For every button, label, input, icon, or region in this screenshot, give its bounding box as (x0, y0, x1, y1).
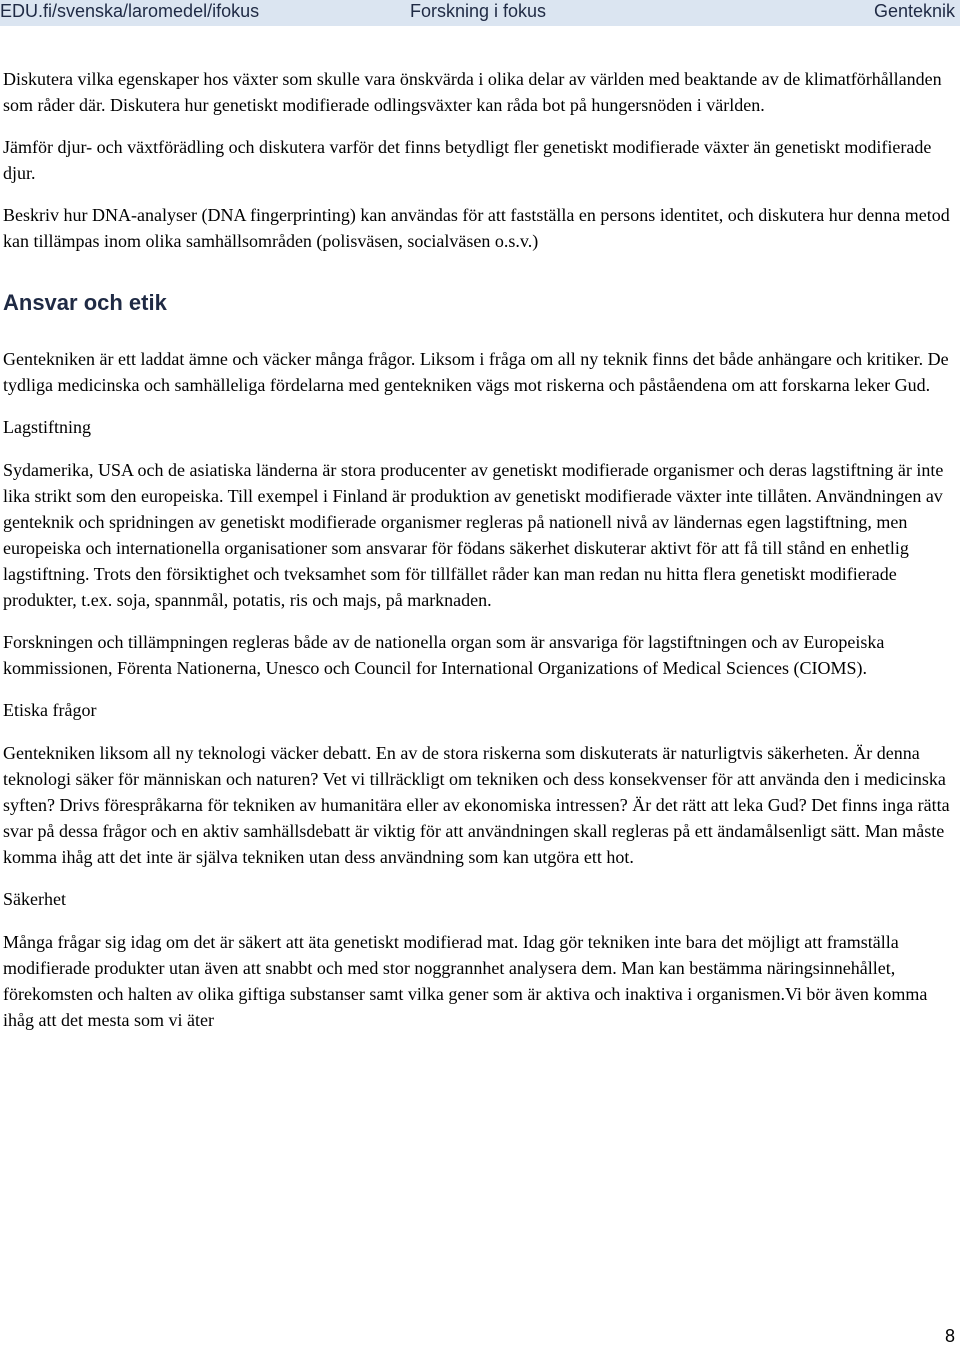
paragraph-sakerhet: Många frågar sig idag om det är säkert att äta genetiskt modifierad mat. Idag gör tekniken inte bara det möjligt att framställa modifierade produkter utan även att snabbt och med stor noggrannhet analysera dem. Man kan bestämma näringsinnehållet, förekomsten och halten av olika giftiga substanser samt vilka gener som är aktiva och inaktiva i organismen.Vi bör även komma ihåg att det mesta som vi äter (3, 932, 928, 1030)
paragraph-compare-breeding: Jämför djur- och växtförädling och diskutera varför det finns betydligt fler genetiskt modifierade växter än genetiskt modifierade djur. (3, 137, 932, 183)
subheading-lagstiftning: Lagstiftning (3, 417, 91, 437)
paragraph-etiska: Gentekniken liksom all ny teknologi väcker debatt. En av de stora riskerna som diskuterats är naturligtvis säkerheten. Är denna teknologi säker för människan och naturen? Vet vi tillräckligt om tekniken och dess konsekvenser för att använda den i medicinska syften? Drivs förespråkarna för tekniken av humanitära eller av ekonomiska intressen? Är det rätt att leka Gud? Det finns inga rätta svar på dessa frågor och en aktiv samhällsdebatt är viktig för att användningen skall regleras på ett ändamålsenligt sätt. Man måste komma ihåg att det inte är själva tekniken utan dess användning som kan utgöra ett hot. (3, 743, 950, 867)
page-content (3, 66, 953, 1049)
paragraph-discussion-plants: Diskutera vilka egenskaper hos växter som skulle vara önskvärda i olika delar av världen med beaktande av de klimatförhållanden som råder där. Diskutera hur genetiskt modifierade odlingsväxter kan råda bot på hungersnöden i världen. (3, 69, 942, 115)
paragraph-lagstiftning-1: Sydamerika, USA och de asiatiska länderna är stora producenter av genetiskt modifierade organismer och deras lagstiftning är inte lika strikt som den europeiska. Till exempel i Finland är produktion av genetiskt modifierade växter inte tillåten. Användningen av genteknik och spridningen av genetiskt modifierade organismer regleras på nationell nivå av ländernas egen lagstiftning, men europeiska och internationella organisationer som ansvarar för födans säkerhet diskuterar aktivt för att få till stånd en enhetlig lagstiftning. Trots den försiktighet och tveksamhet som för tillfället råder kan man redan nu hitta flera genetiskt modifierade produkter, t.ex. soja, spannmål, potatis, ris och majs, på marknaden. (3, 460, 944, 610)
paragraph-dna-analysis: Beskriv hur DNA-analyser (DNA fingerprinting) kan användas för att fastställa en persons identitet, och diskutera hur denna metod kan tillämpas inom olika samhällsområden (polisväsen, socialväsen o.s.v.) (3, 205, 950, 251)
header-topic: Genteknik (873, 1, 955, 21)
subheading-sakerhet: Säkerhet (3, 889, 66, 909)
header-site-path: EDU.fi/svenska/laromedel/ifokus (0, 1, 260, 21)
subheading-etiska: Etiska frågor (3, 700, 97, 720)
section-heading-ethics: Ansvar och etik (3, 290, 167, 315)
paragraph-intro: Gentekniken är ett laddat ämne och väcker många frågor. Liksom i fråga om all ny teknik finns det både anhängare och kritiker. De tydliga medicinska och samhälleliga fördelarna med gentekniken vägs mot riskerna och påståendena om att forskarna leker Gud. (3, 349, 949, 395)
page-header (0, 0, 960, 26)
paragraph-lagstiftning-2: Forskningen och tillämpningen regleras både av de nationella organ som är ansvariga för lagstiftningen och av Europeiska kommissionen, Förenta Nationerna, Unesco och Council for International Organizations of Medical Sciences (CIOMS). (3, 632, 885, 678)
page-number: 8 (944, 1326, 955, 1346)
header-series-title: Forskning i fokus (410, 1, 547, 21)
